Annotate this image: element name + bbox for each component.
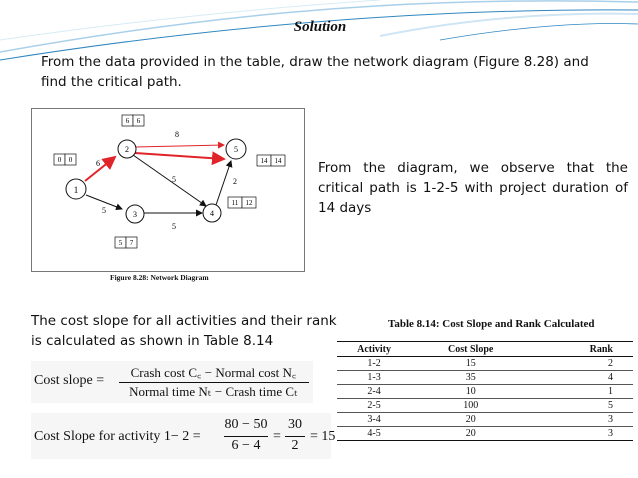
duration-1-2: 6	[96, 159, 100, 168]
table-row: 1-3 35 4	[337, 371, 633, 385]
node-3	[126, 205, 144, 223]
table-row: 1-2 15 2	[337, 357, 633, 371]
cost-slope-example	[31, 413, 336, 459]
duration-3-4: 5	[172, 222, 176, 231]
formula-fraction-bar	[119, 382, 309, 383]
svg-text:5: 5	[118, 239, 123, 247]
svg-text:0: 0	[57, 156, 62, 164]
arrow-2-5	[135, 145, 224, 147]
duration-2-5: 8	[175, 130, 179, 139]
table-row: 3-4 20 3	[337, 413, 633, 427]
event-box-1	[54, 154, 76, 165]
node-1	[66, 179, 86, 199]
cost-slope-formula	[31, 361, 313, 403]
duration-4-5: 2	[233, 177, 237, 186]
header-activity: Activity	[337, 342, 411, 357]
event-box-3	[115, 237, 137, 248]
node-2	[118, 140, 136, 158]
network-diagram	[31, 108, 305, 272]
example-bar1	[224, 436, 268, 437]
node-5	[226, 139, 246, 159]
svg-text:12: 12	[245, 199, 253, 207]
slide-title: Solution	[293, 19, 347, 35]
node-4	[203, 204, 221, 222]
duration-1-3: 5	[102, 206, 106, 215]
svg-text:6: 6	[136, 117, 141, 125]
header-rank: Rank	[530, 342, 633, 357]
svg-text:2: 2	[125, 145, 129, 154]
example-den2: 2	[291, 438, 299, 453]
formula-denominator: Normal time Nₜ − Crash time Cₜ	[129, 384, 298, 399]
example-num2: 30	[288, 417, 302, 432]
svg-text:4: 4	[210, 209, 214, 218]
svg-text:7: 7	[129, 239, 134, 247]
svg-text:14: 14	[260, 157, 268, 165]
event-box-5	[257, 155, 285, 166]
svg-text:5: 5	[234, 145, 238, 154]
example-result: = 15	[310, 429, 336, 444]
figure-caption: Figure 8.28: Network Diagram	[110, 273, 209, 282]
header-cost-slope: Cost Slope	[411, 342, 530, 357]
svg-text:3: 3	[133, 210, 137, 219]
event-box-2	[122, 115, 144, 126]
svg-text:11: 11	[231, 199, 239, 207]
cost-slope-table	[337, 341, 633, 441]
table-row: 4-5 20 3	[337, 427, 633, 441]
table-row: 2-4 10 1	[337, 385, 633, 399]
svg-text:6: 6	[125, 117, 130, 125]
formula-lhs: Cost slope =	[34, 373, 105, 388]
table-row: 2-5 100 5	[337, 399, 633, 413]
svg-text:0: 0	[68, 156, 73, 164]
event-box-4	[228, 197, 256, 208]
example-eq: =	[273, 429, 281, 444]
example-num1: 80 − 50	[224, 417, 268, 432]
svg-text:1: 1	[73, 185, 79, 195]
observation-paragraph: From the diagram, we observe that the critical path is 1-2-5 with project duration of 14 days	[318, 160, 628, 216]
table-header-row	[337, 342, 633, 357]
arrow-2-5-critical	[135, 153, 224, 159]
table-caption: Table 8.14: Cost Slope and Rank Calculated	[388, 318, 595, 330]
example-bar2	[285, 436, 305, 437]
svg-text:14: 14	[274, 157, 282, 165]
example-den1: 6 − 4	[231, 438, 261, 453]
duration-2-4: 5	[172, 175, 176, 184]
intro-paragraph: From the data provided in the table, draw the network diagram (Figure 8.28) and find the critical path.	[41, 54, 589, 90]
arrow-2-4	[133, 155, 206, 206]
example-lhs: Cost Slope for activity 1− 2 =	[34, 429, 201, 444]
arrow-1-2	[85, 157, 115, 181]
formula-numerator: Crash cost C꜀ − Normal cost N꜀	[130, 365, 297, 380]
cost-slope-paragraph: The cost slope for all activities and their rank is calculated as shown in Table 8.14	[31, 313, 337, 349]
